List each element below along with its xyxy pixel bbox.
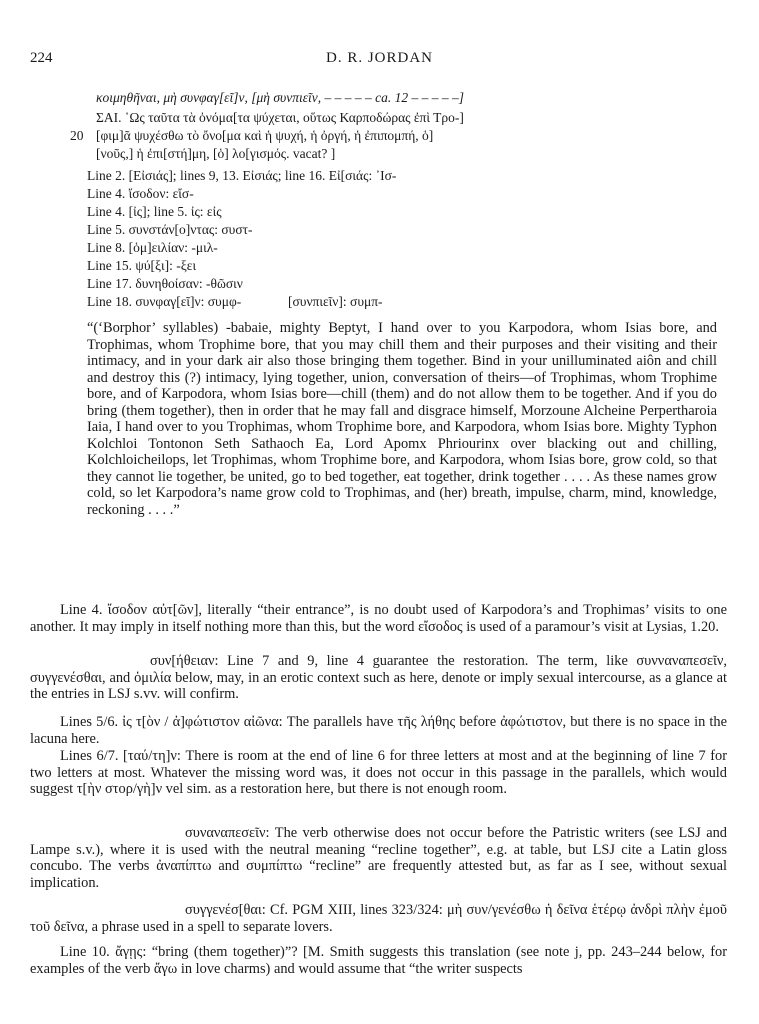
text-line: κοιμηθῆναι, μὴ συνφαγ[εῖ]ν, [μὴ συνπιεῖν, – – – – – ca. 12 – – – – –] [96, 90, 465, 105]
text-line: [φιμ]ᾶ ψυχέσθω τὸ ὄνο[μα καὶ ἡ ψυχή, ἡ ὀργή, ἡ ἐπιπομπή, ὁ] [96, 128, 434, 143]
apparatus-line: Line 17. δυνηθοίσαν: -θῶσιν [87, 276, 243, 291]
apparatus-extra: [συνπιεῖν]: συμπ- [288, 294, 383, 309]
apparatus-line: Line 18. συνφαγ[εῖ]ν: συμφ- [87, 294, 242, 309]
commentary-paragraph: Lines 5/6. ἰς τ[ὸν / ἀ]φώτιστον αἰῶνα: The parallels have τῆς λήθης before ἀφώτιστον, but there is no space in the lacuna here. [30, 714, 727, 747]
commentary-paragraph: συναναπεσεῖν: The verb otherwise does not occur before the Patristic writers (see LSJ and Lampe s.v.), where it is used with the neutral meaning “recline together”, e.g. at table, but LSJ cite a Latin gloss concubo. The verbs ἀναπίπτω and συμπίπτω “recline” are frequently attested but, as far as I see, without sexual implication. [30, 825, 727, 891]
commentary-paragraph: συν[ήθειαν: Line 7 and 9, line 4 guarantee the restoration. The term, like συνναναπεσεῖν, συγγενέσθαι, and ὁμιλία below, may, in an erotic context such as here, denote or imply sexual intercourse, as a glance at the entries in LSJ s.vv. will confirm. [30, 653, 727, 703]
apparatus-line: Line 2. [Εἰσιάς]; lines 9, 13. Εἰσιάς; line 16. Εἰ[σιάς: ᾿Ισ- [87, 168, 397, 183]
commentary-paragraph: Lines 6/7. [ταύ/τη]ν: There is room at the end of line 6 for three letters at most and at the beginning of line 7 for two letters at most. Whatever the missing word was, it does not occur in this passage in the parallels, which would suggest τ[ὴν στορ/γὴ]ν vel sim. as a restoration here, but there is not enough room. [30, 748, 727, 798]
text-line: ΣΑΙ. ῾Ως ταῦτα τὰ ὀνόμα[τα ψύχεται, οὕτως Καρποδώρας ἐπὶ Τρο-] [96, 110, 464, 125]
running-head: D. R. JORDAN [325, 50, 433, 66]
translation: “(‘Borphor’ syllables) -babaie, mighty Beptyt, I hand over to you Karpodora, whom Isias bore, and Trophimas, whom Trophime bore, that you may chill them and their purposes and their visiting and their intimacy, and in your dark air also those bringing them together. Bind in your unilluminated aiôn and chill and destroy this (?) intimacy, lying together, union, conversation of theirs—of Trophimas, whom Trophime bore, and of Karpodora, whom Isias bore—chill (them) and do not allow them to be together. And if you do bring (them together), then in order that he may fall and disgrace himself, Morzoune Alcheine Perpertharoia Iaia, I hand over to you Trophimas, whom Trophime bore, and Karpodora, whom Isias bore. Mighty Typhon Kolchloi Tontonon Seth Sathaoch Ea, Lord Apomx Phriourinx over blacking out and chilling, Kolchloicheilops, let Trophimas, whom Trophime bore, and Karpodora, whom Isias bore, grow cold, so that they cannot lie together, be united, go to bed together, eat together, drink together . . . . As these names grow cold, so let Karpodora’s name grow cold to Trophimas, and (her) breath, impulse, charm, mind, knowledge, reckoning . . . .” [87, 320, 717, 519]
line-number: 20 [70, 128, 84, 143]
apparatus-line: Line 4. ἴσοδον: εἴσ- [87, 186, 194, 201]
page-number: 224 [30, 50, 53, 66]
commentary-paragraph: Line 4. ἴσοδον αὐτ[ῶν], literally “their entrance”, is no doubt used of Karpodora’s and Trophimas’ visits to one another. It may imply in itself nothing more than this, but the word εἴσοδος is used of a paramour’s visit at Lysias, 1.20. [30, 602, 727, 635]
apparatus-line: Line 15. ψύ[ξι]: -ξει [87, 258, 197, 273]
text-line: [νοῦς,] ἡ ἐπι[στή]μη, [ὁ] λο[γισμός. vacat? ] [96, 146, 336, 161]
commentary-paragraph: Line 10. ἄγῃς: “bring (them together)”? [M. Smith suggests this translation (see note j, pp. 243–244 below, for examples of the verb ἄγω in love charms) and would assume that “the writer suspects [30, 944, 727, 977]
commentary-paragraph: συγγενέσ[θαι: Cf. PGM XIII, lines 323/324: μὴ συν/γενέσθω ἡ δεῖνα ἑτέρῳ ἀνδρὶ πλὴν ἐμοῦ τοῦ δεῖνα, a phrase used in a spell to separate lovers. [30, 902, 727, 935]
apparatus-line: Line 5. συνστάν[ο]ντας: συστ- [87, 222, 253, 237]
apparatus-line: Line 4. [ἰς]; line 5. ἰς: εἰς [87, 204, 222, 219]
apparatus-line: Line 8. [ὁμ]ειλίαν: -μιλ- [87, 240, 218, 255]
